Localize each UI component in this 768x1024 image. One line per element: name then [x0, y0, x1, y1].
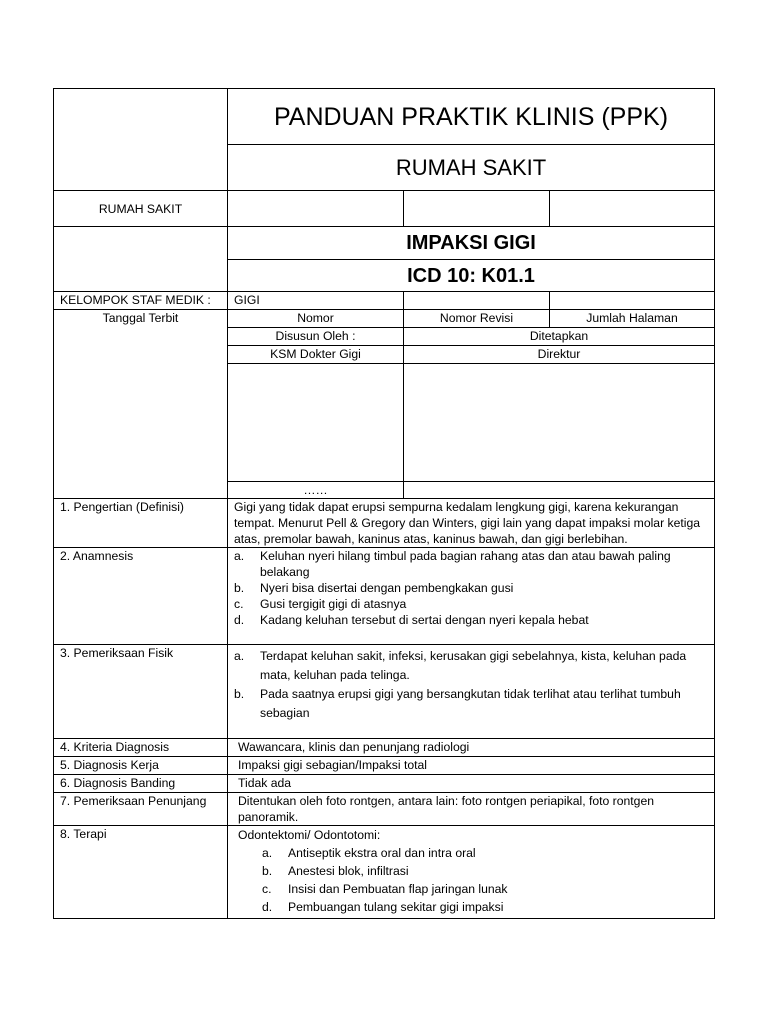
approved-name-box	[404, 482, 715, 499]
hospital-field-1	[228, 191, 404, 227]
icd-code: ICD 10: K01.1	[228, 260, 715, 292]
hospital-heading: RUMAH SAKIT	[228, 145, 715, 191]
list-item: a. Keluhan nyeri hilang timbul pada bagian rahang atas dan atau bawah paling belakang	[234, 549, 671, 579]
list-item: c. Gusi tergigit gigi di atasnya	[234, 597, 407, 611]
prepared-by-label: Disusun Oleh :	[228, 328, 404, 346]
col-pages: Jumlah Halaman	[550, 310, 715, 328]
differential-diagnosis-label: 6. Diagnosis Banding	[54, 775, 228, 793]
physical-exam-label: 3. Pemeriksaan Fisik	[54, 645, 228, 739]
definition-label: 1. Pengertian (Definisi)	[54, 499, 228, 548]
list-item: a. Antiseptik ekstra oral dan intra oral	[262, 846, 476, 860]
col-revision: Nomor Revisi	[404, 310, 550, 328]
hospital-field-2	[404, 191, 550, 227]
supporting-exam-label: 7. Pemeriksaan Penunjang	[54, 793, 228, 826]
ppk-table	[53, 88, 715, 919]
therapy-intro: Odontektomi/ Odontotomi:	[238, 828, 381, 842]
signature-placeholder: ……	[228, 482, 404, 499]
approved-signature-box	[404, 364, 715, 482]
supporting-exam-text: Ditentukan oleh foto rontgen, antara lain: foto rontgen periapikal, foto rontgen panoramik.	[228, 793, 715, 826]
list-item: c. Insisi dan Pembuatan flap jaringan lunak	[262, 882, 508, 896]
col-number: Nomor	[228, 310, 404, 328]
working-diagnosis-text: Impaksi gigi sebagian/Impaksi total	[228, 757, 715, 775]
topic-side-cell	[54, 227, 228, 292]
prepared-by-value: KSM Dokter Gigi	[228, 346, 404, 364]
anamnesis-label: 2. Anamnesis	[54, 548, 228, 645]
hospital-field-3	[550, 191, 715, 227]
approved-label: Ditetapkan	[404, 328, 715, 346]
hospital-label: RUMAH SAKIT	[54, 191, 228, 227]
ksm-blank-2	[550, 292, 715, 310]
list-item: a. Terdapat keluhan sakit, infeksi, kerusakan gigi sebelahnya, kista, keluhan pada mata, keluhan pada telinga.	[234, 649, 687, 682]
logo-area	[54, 89, 228, 191]
anamnesis-list	[228, 548, 715, 645]
ksm-blank-1	[404, 292, 550, 310]
therapy-label: 8. Terapi	[54, 826, 228, 919]
approved-value: Direktur	[404, 346, 715, 364]
list-item: d. Pembuangan tulang sekitar gigi impaksi	[262, 900, 504, 914]
prepared-signature-box	[228, 364, 404, 482]
list-item: b. Pada saatnya erupsi gigi yang bersangkutan tidak terlihat atau terlihat tumbuh sebagian	[234, 687, 681, 720]
diagnostic-criteria-label: 4. Kriteria Diagnosis	[54, 739, 228, 757]
document-title: PANDUAN PRAKTIK KLINIS (PPK)	[228, 89, 715, 145]
physical-exam-list	[228, 645, 715, 739]
differential-diagnosis-text: Tidak ada	[228, 775, 715, 793]
definition-text: Gigi yang tidak dapat erupsi sempurna kedalam lengkung gigi, karena kekurangan tempat. Menurut Pell & Gregory dan Winters, gigi lain yang dapat impaksi molar ketiga atas, premolar bawah, kaninus atas, kaninus bawah, dan gigi berlebihan.	[228, 499, 715, 548]
list-item: b. Anestesi blok, infiltrasi	[262, 864, 409, 878]
ppk-document	[53, 88, 714, 919]
working-diagnosis-label: 5. Diagnosis Kerja	[54, 757, 228, 775]
ksm-label: KELOMPOK STAF MEDIK :	[54, 292, 228, 310]
issue-date-label: Tanggal Terbit	[54, 310, 228, 499]
ksm-value: GIGI	[228, 292, 404, 310]
list-item: b. Nyeri bisa disertai dengan pembengkakan gusi	[234, 581, 514, 595]
therapy-content	[228, 826, 715, 919]
topic-title: IMPAKSI GIGI	[228, 227, 715, 260]
list-item: d. Kadang keluhan tersebut di sertai dengan nyeri kepala hebat	[234, 613, 589, 627]
diagnostic-criteria-text: Wawancara, klinis dan penunjang radiologi	[228, 739, 715, 757]
